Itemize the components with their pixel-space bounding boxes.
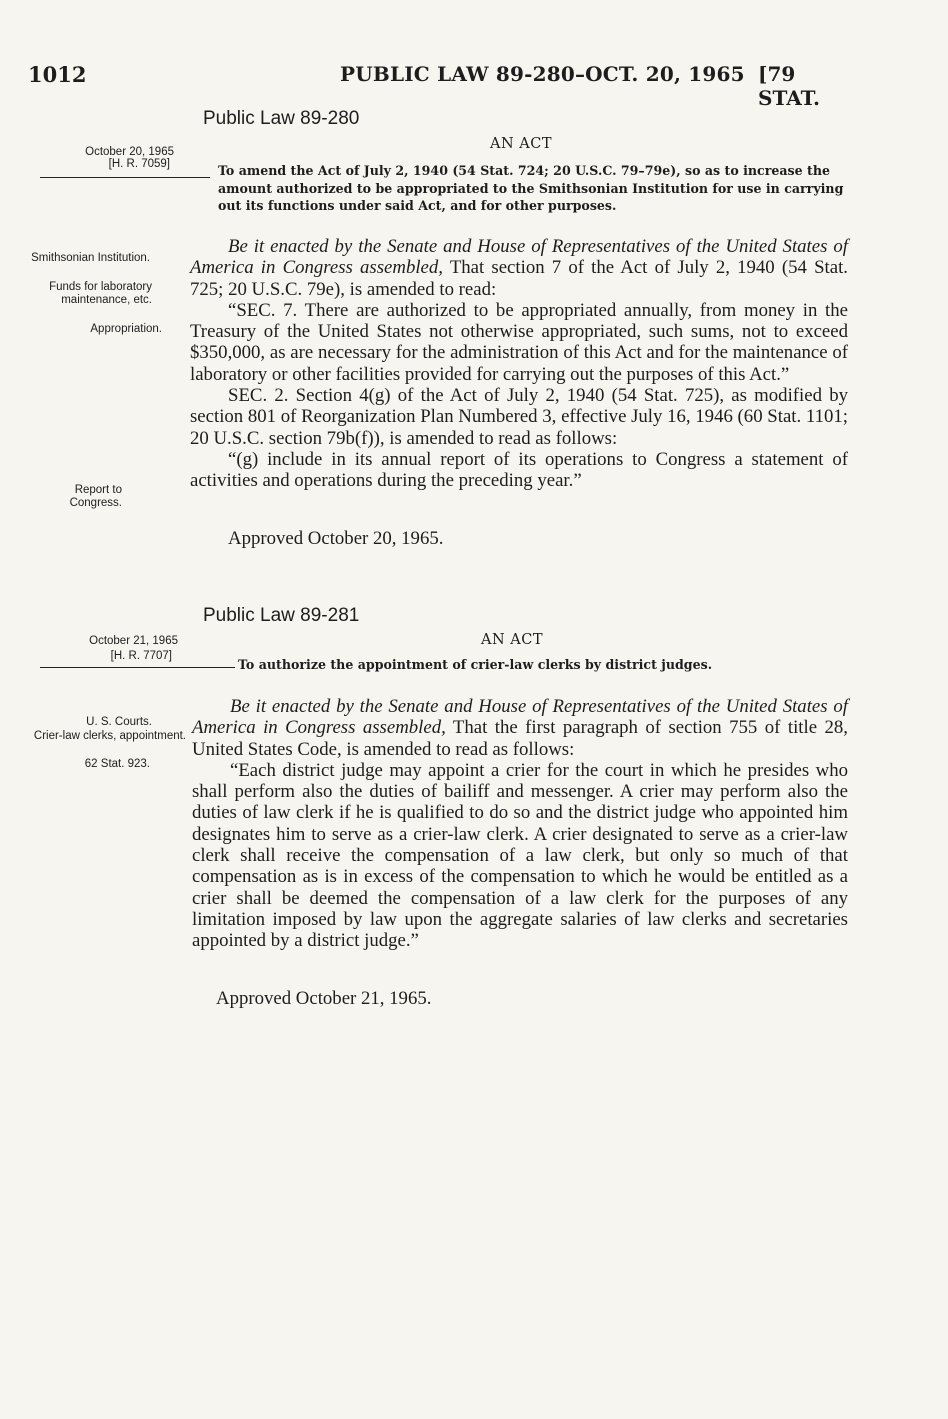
sidenote-report-to-congress: Report to Congress.: [69, 484, 122, 510]
law2-margin-rule: [40, 667, 235, 668]
sidenote-funds: Funds for laboratory maintenance, etc.: [49, 281, 152, 307]
law2-enacting-rest: That the first paragraph of section 755 of title 28, United States Code, is amended to read as follows:: [192, 717, 848, 760]
law1-body: [190, 236, 848, 492]
law1-enacting-italic: Be it enacted by the Senate and House of Representatives of the United States of America in Congress assembled,: [190, 236, 848, 279]
law2-an-act-label: AN ACT: [481, 632, 544, 648]
law1-enacting-clause: [190, 236, 848, 300]
law2-bill-number: [H. R. 7707]: [110, 650, 172, 662]
statute-volume-reference: [79 STAT.: [758, 62, 820, 110]
law1-subsection-g: “(g) include in its annual report of its operations to Congress a statement of activities and operations during the preceding year.”: [190, 448, 848, 492]
sidenote-us-courts: U. S. Courts.: [86, 716, 152, 728]
running-head: [28, 62, 848, 110]
sidenote-crier-law-clerks: Crier-law clerks, appointment.: [33, 730, 186, 742]
law2-approved-date: Approved October 21, 1965.: [216, 988, 432, 1009]
law2-enacting-italic: Be it enacted by the Senate and House of Representatives of the United States of America in Congress assembled,: [192, 696, 848, 739]
law1-bill-number: [H. R. 7059]: [108, 158, 170, 170]
public-law-89-280-heading: Public Law 89-280: [203, 108, 360, 129]
law2-purpose-clause: To authorize the appointment of crier-law clerks by district judges.: [238, 657, 713, 672]
law1-section-2: SEC. 2. Section 4(g) of the Act of July 2, 1940 (54 Stat. 725), as modified by section 801 of Reorganization Plan Numbered 3, effective July 16, 1946 (60 Stat. 1101; 20 U.S.C. section 79b(f)), is amended to read as follows:: [190, 385, 848, 449]
law1-purpose-clause: To amend the Act of July 2, 1940 (54 Stat. 724; 20 U.S.C. 79–79e), so as to increase the amount authorized to be appropriated to the Smithsonian Institution for use in carrying out its functions under said Act, and for other purposes.: [218, 163, 844, 213]
law2-quoted-paragraph: “Each district judge may appoint a crier for the court in which he presides who shall perform also the duties of bailiff and messenger. A crier may perform also the duties of law clerk if he is qualified to do so and the district judge who appointed him designates him to serve as a crier-law clerk. A crier designated to serve as a crier-law clerk shall receive the compensation of a law clerk, but only so much of that compensation as is in excess of the compensation to which he would be entitled as a crier shall be deemed the compensation of a law clerk for the purposes of any limitation imposed by law upon the aggregate salaries of law clerks and secretaries appointed by a district judge.”: [192, 759, 848, 952]
law1-section-7: “SEC. 7. There are authorized to be appropriated annually, from money in the Treasury of the United States not otherwise appropriated, such sums, not to exceed $350,000, as are necessary for the administration of this Act and for the maintenance of laboratory or other facilities provided for carrying out the purposes of this Act.”: [190, 299, 848, 385]
sidenote-smithsonian: Smithsonian Institution.: [31, 252, 150, 264]
sidenote-appropriation: Appropriation.: [90, 323, 162, 335]
law2-enactment-date: October 21, 1965: [89, 635, 178, 647]
law1-enactment-date: October 20, 1965: [85, 146, 174, 158]
sidenote-62-stat: 62 Stat. 923.: [84, 758, 150, 770]
law1-an-act-label: AN ACT: [490, 136, 553, 152]
page-number: 1012: [28, 62, 87, 87]
public-law-89-281-heading: Public Law 89-281: [203, 605, 360, 626]
law1-approved-date: Approved October 20, 1965.: [228, 528, 444, 549]
law1-margin-rule: [40, 177, 210, 178]
law2-body: [192, 696, 848, 952]
law2-enacting-clause: [192, 696, 848, 760]
law1-enacting-rest: That section 7 of the Act of July 2, 1940 (54 Stat. 725; 20 U.S.C. 79e), is amended to read:: [190, 257, 849, 300]
header-title: PUBLIC LAW 89-280–OCT. 20, 1965: [340, 62, 745, 86]
